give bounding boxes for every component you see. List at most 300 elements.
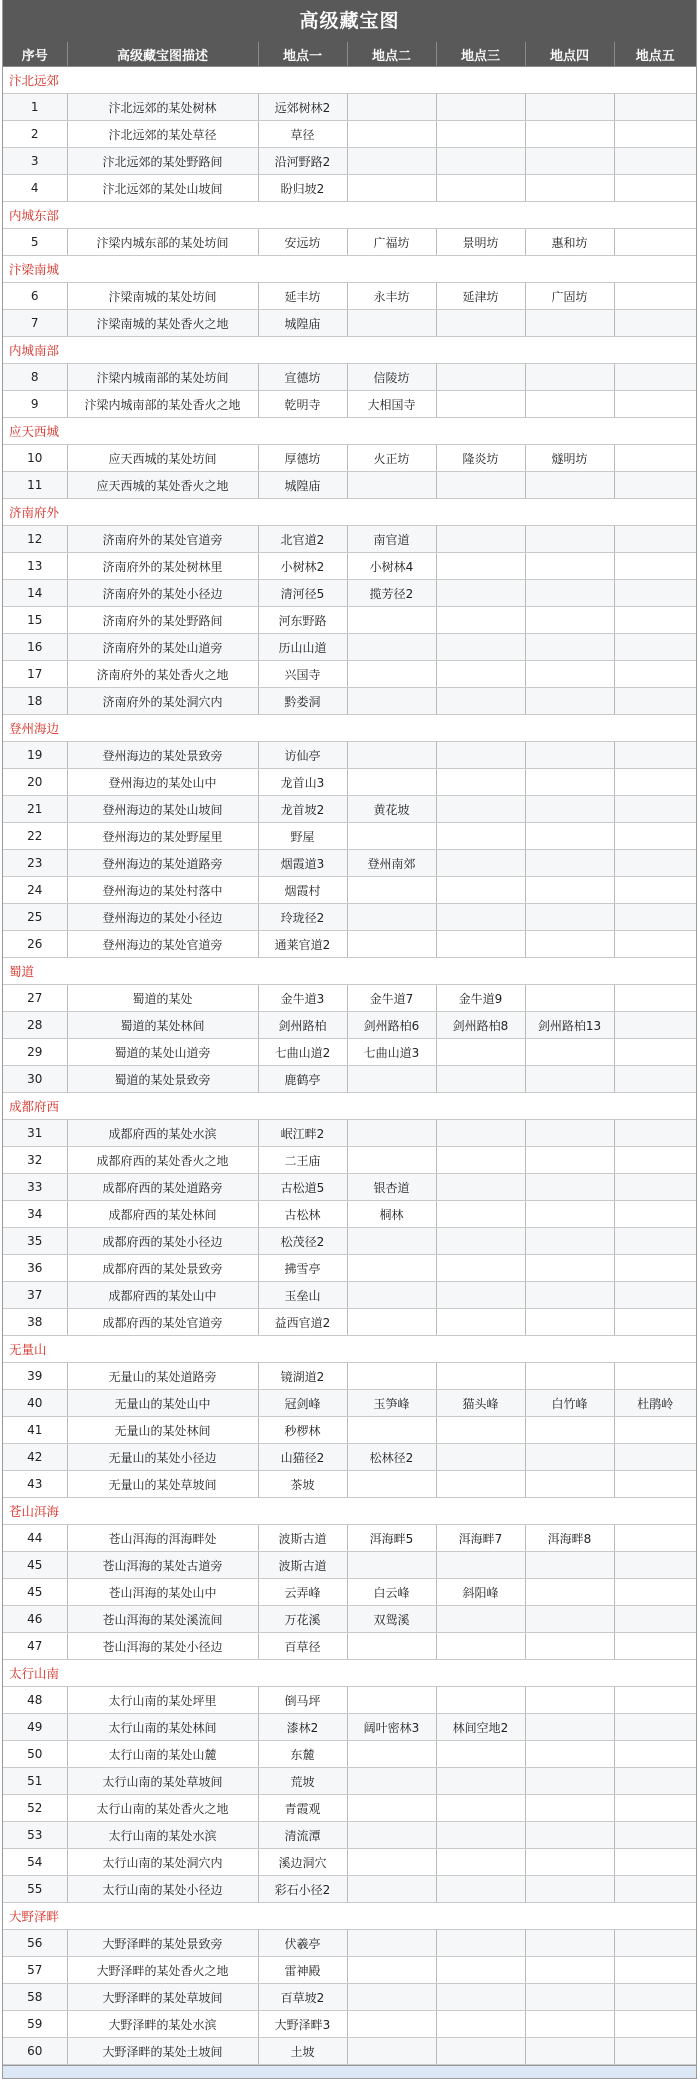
region-row [3, 1660, 696, 1687]
table-row [3, 229, 696, 256]
table-row [3, 94, 696, 121]
cell-location-4 [525, 769, 614, 796]
region-label: 内城东部 [3, 202, 696, 229]
cell-index: 29 [3, 1039, 67, 1066]
cell-location-3 [436, 2038, 525, 2065]
cell-index: 6 [3, 283, 67, 310]
cell-description: 登州海边的某处小径边 [67, 904, 258, 931]
cell-description: 登州海边的某处道路旁 [67, 850, 258, 877]
cell-location-1: 草径 [258, 121, 347, 148]
region-label: 蜀道 [3, 958, 696, 985]
cell-description: 济南府外的某处野路间 [67, 607, 258, 634]
cell-location-3 [436, 823, 525, 850]
cell-location-2: 小树林4 [347, 553, 436, 580]
cell-description: 成都府西的某处山中 [67, 1282, 258, 1309]
cell-location-2 [347, 1417, 436, 1444]
cell-location-2 [347, 121, 436, 148]
cell-location-3 [436, 796, 525, 823]
cell-location-5 [614, 1471, 696, 1498]
cell-description: 蜀道的某处山道旁 [67, 1039, 258, 1066]
cell-location-5 [614, 1201, 696, 1228]
cell-location-4 [525, 688, 614, 715]
cell-description: 汴北远郊的某处山坡间 [67, 175, 258, 202]
cell-description: 成都府西的某处景致旁 [67, 1255, 258, 1282]
cell-description: 太行山南的某处草坡间 [67, 1768, 258, 1795]
table-row [3, 2038, 696, 2065]
cell-location-2 [347, 1633, 436, 1660]
cell-location-4 [525, 391, 614, 418]
cell-location-5 [614, 661, 696, 688]
cell-location-5 [614, 1444, 696, 1471]
cell-location-4 [525, 661, 614, 688]
cell-location-2: 南官道 [347, 526, 436, 553]
table-row [3, 796, 696, 823]
cell-location-1: 城隍庙 [258, 310, 347, 337]
cell-location-3 [436, 1606, 525, 1633]
cell-location-3 [436, 1795, 525, 1822]
cell-index: 38 [3, 1309, 67, 1336]
cell-location-3 [436, 1984, 525, 2011]
cell-location-4 [525, 2038, 614, 2065]
cell-location-5 [614, 634, 696, 661]
cell-location-2 [347, 607, 436, 634]
cell-location-5 [614, 1687, 696, 1714]
cell-location-1: 伏羲亭 [258, 1930, 347, 1957]
cell-location-5 [614, 580, 696, 607]
region-label: 成都府西 [3, 1093, 696, 1120]
cell-description: 济南府外的某处官道旁 [67, 526, 258, 553]
region-row [3, 1336, 696, 1363]
cell-location-3 [436, 1444, 525, 1471]
cell-location-4 [525, 742, 614, 769]
cell-location-4: 惠和坊 [525, 229, 614, 256]
cell-location-1: 益西官道2 [258, 1309, 347, 1336]
cell-location-2 [347, 823, 436, 850]
cell-location-4 [525, 1201, 614, 1228]
cell-location-3 [436, 1471, 525, 1498]
cell-location-3 [436, 1876, 525, 1903]
cell-location-5 [614, 1120, 696, 1147]
cell-location-2 [347, 1741, 436, 1768]
cell-location-1: 茶坡 [258, 1471, 347, 1498]
cell-location-4 [525, 1228, 614, 1255]
cell-location-4 [525, 1849, 614, 1876]
cell-index: 27 [3, 985, 67, 1012]
cell-location-2 [347, 661, 436, 688]
cell-location-3 [436, 2011, 525, 2038]
cell-location-5 [614, 1876, 696, 1903]
cell-location-5 [614, 1363, 696, 1390]
cell-index: 12 [3, 526, 67, 553]
cell-location-3 [436, 1930, 525, 1957]
cell-location-4 [525, 1633, 614, 1660]
cell-index: 32 [3, 1147, 67, 1174]
cell-location-1: 倒马坪 [258, 1687, 347, 1714]
table-row [3, 1066, 696, 1093]
cell-location-5 [614, 1525, 696, 1552]
cell-location-4 [525, 796, 614, 823]
cell-location-1: 金牛道3 [258, 985, 347, 1012]
table-row [3, 1714, 696, 1741]
cell-location-2 [347, 688, 436, 715]
cell-location-2 [347, 1984, 436, 2011]
cell-location-5 [614, 877, 696, 904]
table-row [3, 1147, 696, 1174]
sheet-title: 高级藏宝图 [3, 0, 696, 42]
table-row [3, 1822, 696, 1849]
table-row [3, 661, 696, 688]
cell-location-1: 溪边洞穴 [258, 1849, 347, 1876]
cell-index: 31 [3, 1120, 67, 1147]
cell-location-4 [525, 1957, 614, 1984]
cell-location-5 [614, 1849, 696, 1876]
cell-location-2: 金牛道7 [347, 985, 436, 1012]
cell-index: 9 [3, 391, 67, 418]
table-row [3, 742, 696, 769]
cell-location-1: 小树林2 [258, 553, 347, 580]
cell-location-4 [525, 823, 614, 850]
cell-index: 8 [3, 364, 67, 391]
cell-location-3: 延津坊 [436, 283, 525, 310]
cell-location-2: 广福坊 [347, 229, 436, 256]
cell-location-2 [347, 148, 436, 175]
cell-index: 11 [3, 472, 67, 499]
cell-description: 苍山洱海的某处溪流间 [67, 1606, 258, 1633]
cell-location-3: 洱海畔7 [436, 1525, 525, 1552]
cell-location-5 [614, 1066, 696, 1093]
cell-location-2: 白云峰 [347, 1579, 436, 1606]
cell-location-4 [525, 1741, 614, 1768]
cell-index: 53 [3, 1822, 67, 1849]
cell-description: 无量山的某处林间 [67, 1417, 258, 1444]
cell-location-1: 大野泽畔3 [258, 2011, 347, 2038]
cell-location-3 [436, 94, 525, 121]
cell-location-3 [436, 526, 525, 553]
table-row [3, 1849, 696, 1876]
region-label: 应天西城 [3, 418, 696, 445]
cell-index: 20 [3, 769, 67, 796]
header-location-1: 地点一 [258, 42, 347, 67]
cell-location-3: 隆炎坊 [436, 445, 525, 472]
cell-location-3: 金牛道9 [436, 985, 525, 1012]
table-row [3, 877, 696, 904]
cell-location-5 [614, 904, 696, 931]
cell-location-5 [614, 121, 696, 148]
cell-location-1: 烟霞村 [258, 877, 347, 904]
region-row [3, 337, 696, 364]
table-row [3, 688, 696, 715]
cell-location-4 [525, 1552, 614, 1579]
cell-location-4 [525, 121, 614, 148]
cell-index: 23 [3, 850, 67, 877]
cell-location-1: 彩石小径2 [258, 1876, 347, 1903]
cell-location-2 [347, 175, 436, 202]
cell-description: 成都府西的某处道路旁 [67, 1174, 258, 1201]
cell-location-4 [525, 1471, 614, 1498]
cell-location-4 [525, 1309, 614, 1336]
table-row [3, 391, 696, 418]
cell-location-3: 林间空地2 [436, 1714, 525, 1741]
region-row [3, 1903, 696, 1930]
cell-location-3 [436, 931, 525, 958]
cell-index: 60 [3, 2038, 67, 2065]
cell-location-1: 岷江畔2 [258, 1120, 347, 1147]
cell-location-3 [436, 1147, 525, 1174]
table-row [3, 1741, 696, 1768]
cell-location-3 [436, 1687, 525, 1714]
cell-description: 苍山洱海的某处小径边 [67, 1633, 258, 1660]
table-row [3, 553, 696, 580]
cell-location-3 [436, 310, 525, 337]
cell-location-2 [347, 2011, 436, 2038]
cell-location-2: 永丰坊 [347, 283, 436, 310]
cell-location-3 [436, 769, 525, 796]
table-row [3, 580, 696, 607]
table-row [3, 1957, 696, 1984]
cell-location-1: 青霞观 [258, 1795, 347, 1822]
cell-location-1: 清河径5 [258, 580, 347, 607]
cell-location-4 [525, 634, 614, 661]
cell-location-4: 燧明坊 [525, 445, 614, 472]
cell-location-4 [525, 1255, 614, 1282]
region-row [3, 715, 696, 742]
cell-location-3 [436, 1066, 525, 1093]
cell-description: 汴梁南城的某处香火之地 [67, 310, 258, 337]
cell-index: 3 [3, 148, 67, 175]
cell-location-2: 剑州路柏6 [347, 1012, 436, 1039]
table-row [3, 1633, 696, 1660]
table-row [3, 1228, 696, 1255]
cell-location-2 [347, 1228, 436, 1255]
table-row [3, 148, 696, 175]
cell-location-3 [436, 688, 525, 715]
cell-location-4 [525, 1579, 614, 1606]
cell-location-2: 火正坊 [347, 445, 436, 472]
cell-location-5 [614, 823, 696, 850]
cell-location-1: 烟霞道3 [258, 850, 347, 877]
cell-description: 大野泽畔的某处水滨 [67, 2011, 258, 2038]
cell-location-1: 松茂径2 [258, 1228, 347, 1255]
cell-index: 42 [3, 1444, 67, 1471]
cell-description: 大野泽畔的某处景致旁 [67, 1930, 258, 1957]
cell-location-4 [525, 877, 614, 904]
cell-location-4 [525, 1174, 614, 1201]
region-row [3, 958, 696, 985]
cell-location-1: 延丰坊 [258, 283, 347, 310]
table-row [3, 283, 696, 310]
cell-location-2 [347, 1471, 436, 1498]
table-row [3, 1525, 696, 1552]
cell-location-4 [525, 931, 614, 958]
table-row [3, 1282, 696, 1309]
region-label: 苍山洱海 [3, 1498, 696, 1525]
table-row [3, 1795, 696, 1822]
cell-location-1: 通莱官道2 [258, 931, 347, 958]
region-row [3, 202, 696, 229]
cell-location-4 [525, 850, 614, 877]
cell-location-1: 镜湖道2 [258, 1363, 347, 1390]
cell-description: 太行山南的某处林间 [67, 1714, 258, 1741]
cell-location-3 [436, 175, 525, 202]
region-row [3, 1498, 696, 1525]
cell-index: 45 [3, 1552, 67, 1579]
cell-location-4 [525, 1768, 614, 1795]
cell-index: 17 [3, 661, 67, 688]
table-row [3, 823, 696, 850]
cell-description: 苍山洱海的某处山中 [67, 1579, 258, 1606]
cell-location-3 [436, 148, 525, 175]
cell-location-4 [525, 1930, 614, 1957]
region-label: 登州海边 [3, 715, 696, 742]
cell-location-2: 洱海畔5 [347, 1525, 436, 1552]
cell-location-4 [525, 580, 614, 607]
cell-location-4 [525, 1417, 614, 1444]
table-row [3, 1390, 696, 1417]
cell-location-1: 城隍庙 [258, 472, 347, 499]
cell-description: 登州海边的某处山中 [67, 769, 258, 796]
cell-description: 无量山的某处草坡间 [67, 1471, 258, 1498]
cell-index: 10 [3, 445, 67, 472]
table-row [3, 1039, 696, 1066]
cell-description: 太行山南的某处山麓 [67, 1741, 258, 1768]
cell-index: 50 [3, 1741, 67, 1768]
cell-location-2 [347, 94, 436, 121]
cell-location-5 [614, 607, 696, 634]
cell-location-5 [614, 2038, 696, 2065]
cell-index: 30 [3, 1066, 67, 1093]
cell-location-4: 剑州路柏13 [525, 1012, 614, 1039]
cell-location-5 [614, 1147, 696, 1174]
cell-index: 16 [3, 634, 67, 661]
cell-location-1: 野屋 [258, 823, 347, 850]
cell-description: 成都府西的某处小径边 [67, 1228, 258, 1255]
cell-location-5 [614, 1039, 696, 1066]
table-row [3, 1201, 696, 1228]
table-row [3, 985, 696, 1012]
cell-location-5 [614, 796, 696, 823]
cell-location-1: 河东野路 [258, 607, 347, 634]
treasure-map-sheet [2, 0, 697, 2079]
cell-location-3 [436, 1282, 525, 1309]
cell-location-3 [436, 1822, 525, 1849]
cell-location-5 [614, 472, 696, 499]
cell-description: 太行山南的某处香火之地 [67, 1795, 258, 1822]
region-label: 汴梁南城 [3, 256, 696, 283]
cell-location-1: 拂雪亭 [258, 1255, 347, 1282]
cell-location-5 [614, 1714, 696, 1741]
table-row [3, 1255, 696, 1282]
cell-location-1: 百草径 [258, 1633, 347, 1660]
cell-index: 58 [3, 1984, 67, 2011]
cell-location-4 [525, 1039, 614, 1066]
cell-description: 济南府外的某处洞穴内 [67, 688, 258, 715]
cell-location-4 [525, 1984, 614, 2011]
cell-location-5 [614, 1309, 696, 1336]
cell-index: 55 [3, 1876, 67, 1903]
cell-location-5 [614, 1795, 696, 1822]
table-row [3, 607, 696, 634]
cell-location-2: 阔叶密林3 [347, 1714, 436, 1741]
cell-location-1: 剑州路柏 [258, 1012, 347, 1039]
cell-location-4 [525, 1714, 614, 1741]
cell-location-2 [347, 1255, 436, 1282]
cell-location-3 [436, 1228, 525, 1255]
cell-description: 蜀道的某处景致旁 [67, 1066, 258, 1093]
cell-index: 28 [3, 1012, 67, 1039]
cell-location-5 [614, 1957, 696, 1984]
cell-location-1: 远郊树林2 [258, 94, 347, 121]
cell-location-4 [525, 526, 614, 553]
region-row [3, 499, 696, 526]
cell-location-3: 剑州路柏8 [436, 1012, 525, 1039]
header-description: 高级藏宝图描述 [67, 42, 258, 67]
cell-location-3 [436, 553, 525, 580]
cell-location-3 [436, 661, 525, 688]
cell-index: 49 [3, 1714, 67, 1741]
table-row [3, 850, 696, 877]
cell-location-2 [347, 1768, 436, 1795]
cell-description: 太行山南的某处坪里 [67, 1687, 258, 1714]
cell-index: 56 [3, 1930, 67, 1957]
cell-location-2 [347, 1687, 436, 1714]
cell-index: 36 [3, 1255, 67, 1282]
cell-location-2 [347, 634, 436, 661]
cell-location-2 [347, 1876, 436, 1903]
cell-location-2 [347, 1795, 436, 1822]
table-row [3, 1930, 696, 1957]
cell-location-2 [347, 1120, 436, 1147]
cell-location-4 [525, 1822, 614, 1849]
cell-location-5 [614, 553, 696, 580]
cell-location-5 [614, 1633, 696, 1660]
cell-location-3 [436, 742, 525, 769]
cell-index: 45 [3, 1579, 67, 1606]
cell-index: 26 [3, 931, 67, 958]
cell-location-1: 安远坊 [258, 229, 347, 256]
cell-location-1: 盼归坡2 [258, 175, 347, 202]
cell-location-3 [436, 1309, 525, 1336]
cell-location-1: 漆林2 [258, 1714, 347, 1741]
cell-location-5 [614, 1012, 696, 1039]
cell-location-2: 登州南郊 [347, 850, 436, 877]
table-row [3, 1606, 696, 1633]
cell-location-4 [525, 94, 614, 121]
cell-index: 51 [3, 1768, 67, 1795]
cell-location-5 [614, 526, 696, 553]
cell-location-5 [614, 94, 696, 121]
table-body [3, 67, 696, 2065]
table-row [3, 1687, 696, 1714]
table-row [3, 769, 696, 796]
cell-location-4 [525, 310, 614, 337]
cell-location-1: 访仙亭 [258, 742, 347, 769]
cell-location-5 [614, 310, 696, 337]
cell-location-4: 白竹峰 [525, 1390, 614, 1417]
table-row [3, 175, 696, 202]
cell-description: 太行山南的某处洞穴内 [67, 1849, 258, 1876]
cell-location-1: 宣德坊 [258, 364, 347, 391]
cell-location-5 [614, 445, 696, 472]
cell-location-1: 云弄峰 [258, 1579, 347, 1606]
cell-location-4 [525, 553, 614, 580]
cell-location-2 [347, 1930, 436, 1957]
cell-location-4 [525, 175, 614, 202]
cell-location-3 [436, 1552, 525, 1579]
cell-location-1: 古松林 [258, 1201, 347, 1228]
cell-index: 18 [3, 688, 67, 715]
cell-location-2: 大相国寺 [347, 391, 436, 418]
cell-description: 成都府西的某处官道旁 [67, 1309, 258, 1336]
